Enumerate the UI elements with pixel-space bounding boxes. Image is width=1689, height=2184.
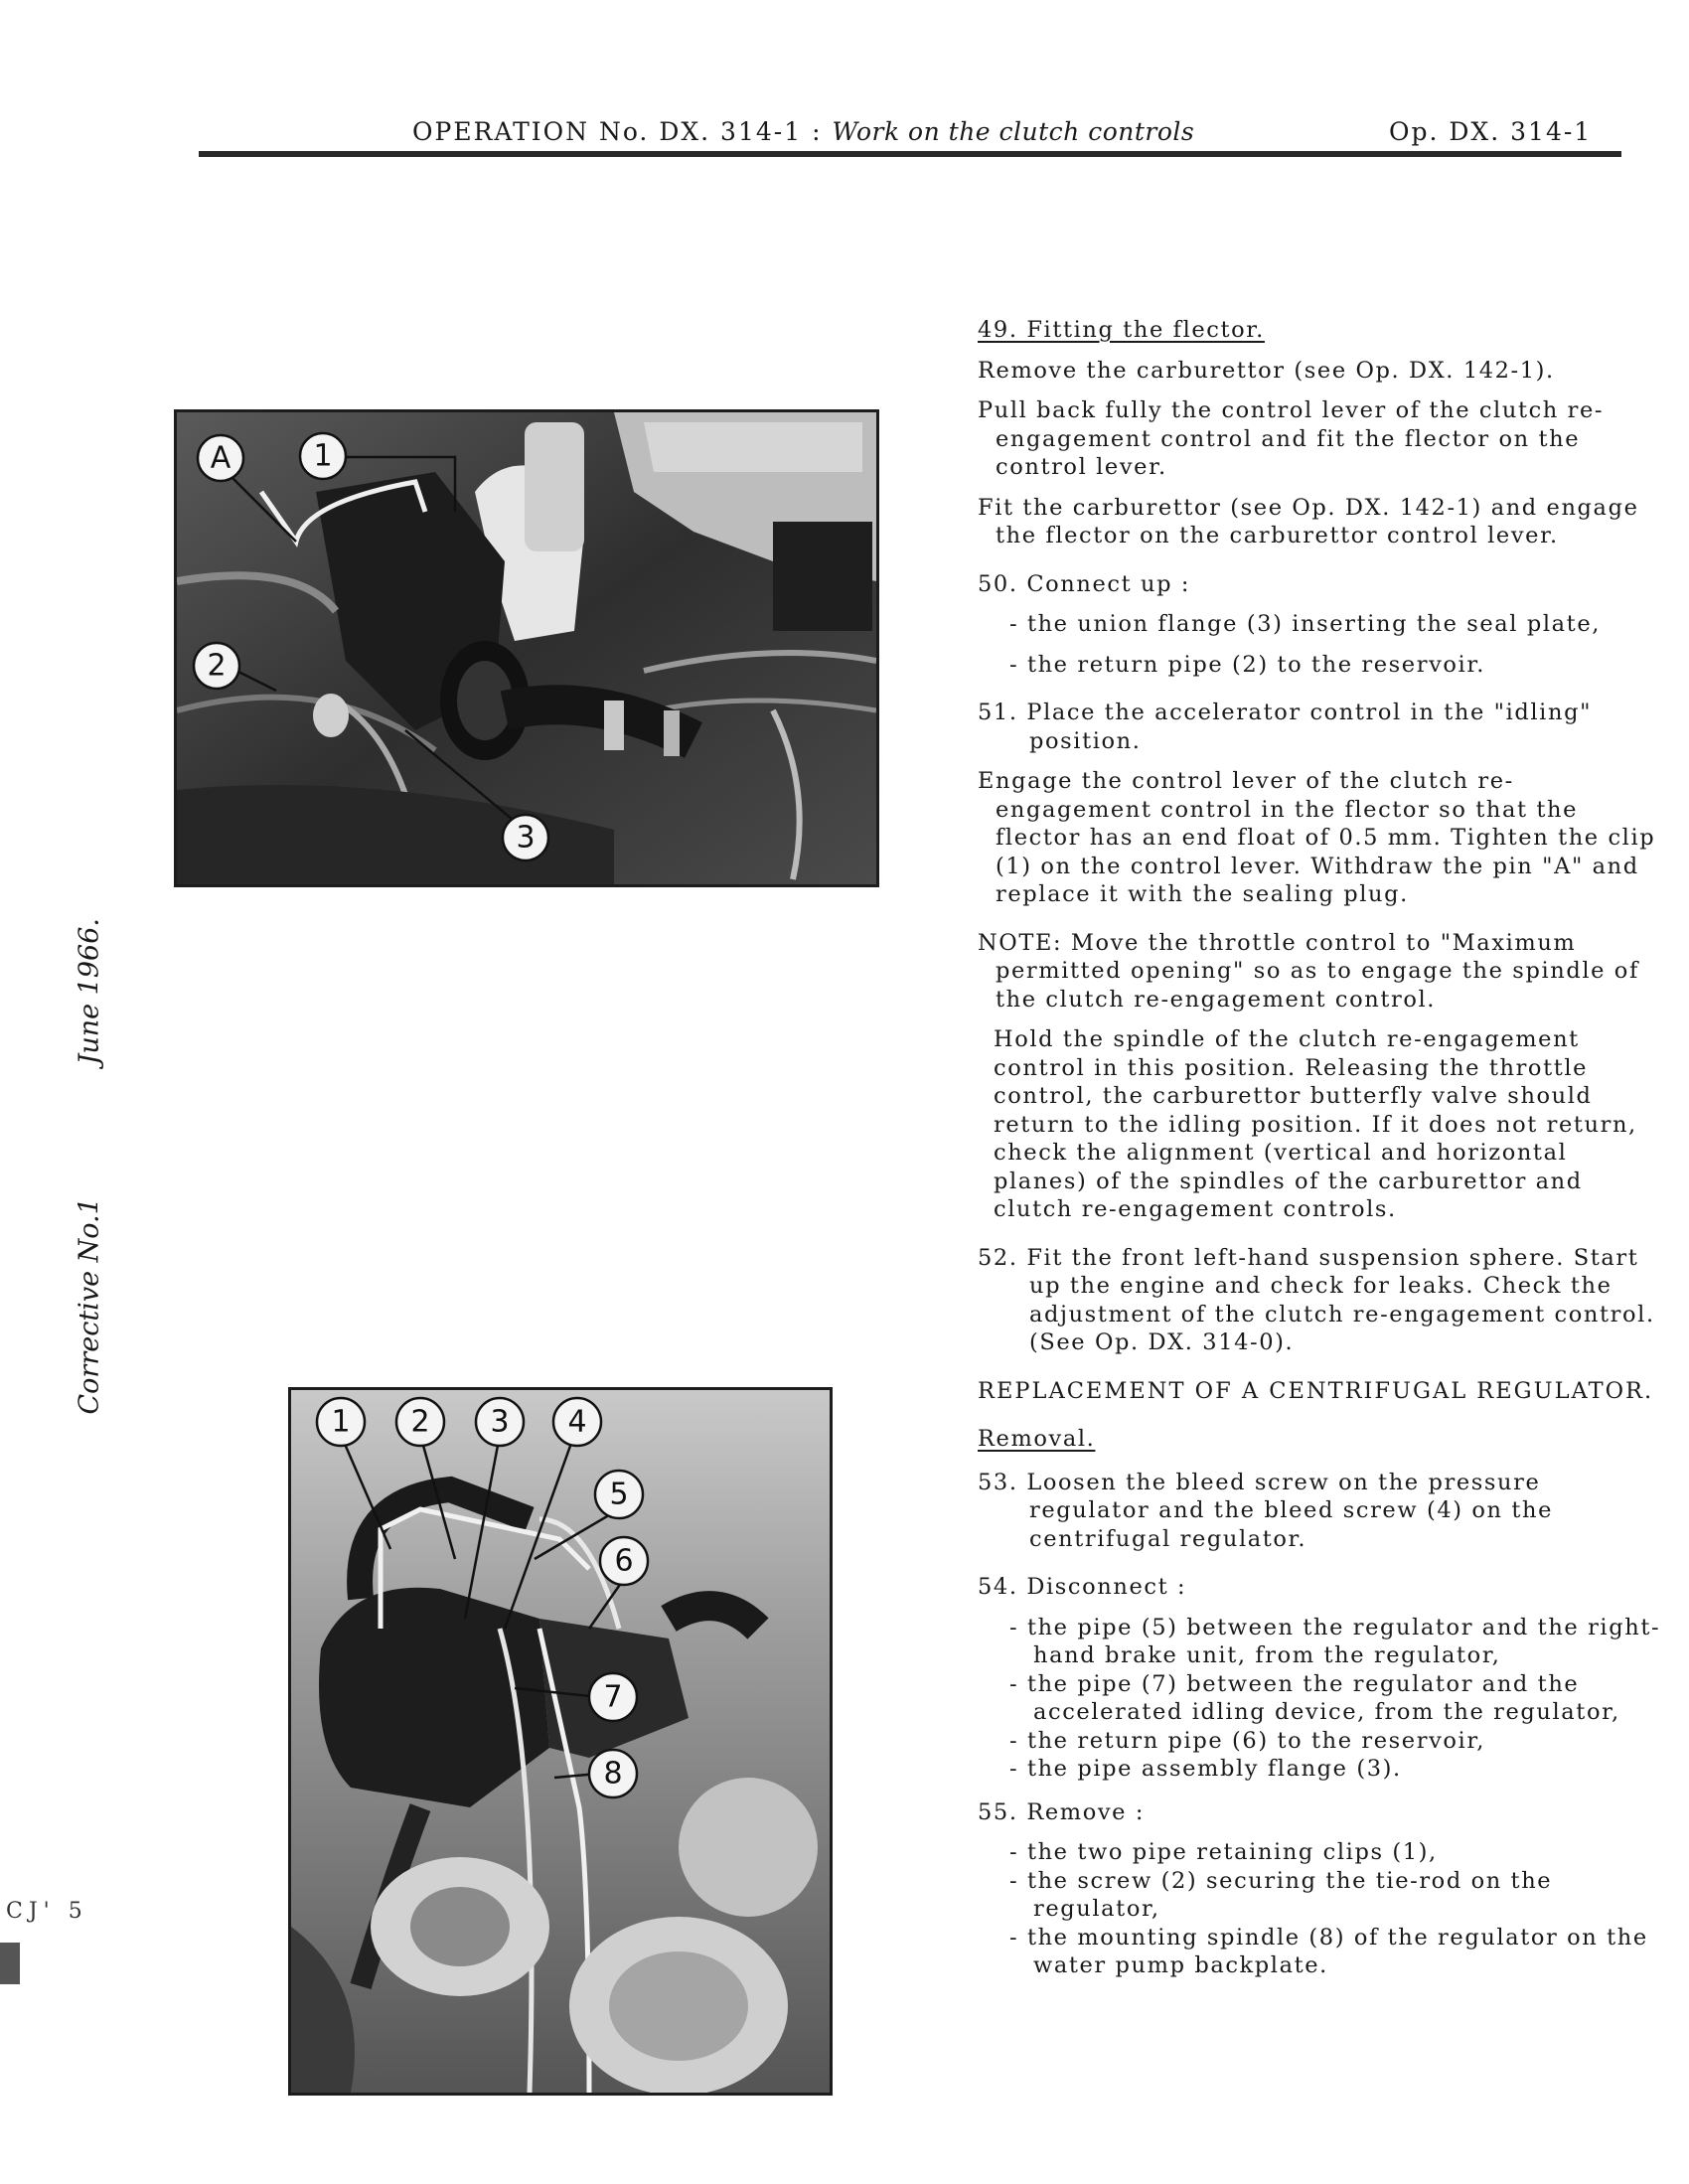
callout-3: 3 bbox=[516, 820, 536, 856]
step-52: 52. Fit the front left-hand suspension sphere. Start up the engine and check for leaks. Check the adjustment of the clutch re-engagement control. (See Op. DX. 314-0). bbox=[978, 1244, 1655, 1355]
figure-1-illustration bbox=[177, 412, 876, 884]
header-title: Work on the clutch controls bbox=[832, 117, 1195, 146]
instructions-column bbox=[978, 316, 1663, 1980]
step-50: 50. Connect up : bbox=[978, 570, 1191, 597]
removal-subheading bbox=[978, 1425, 1663, 1454]
step-49-para-2: Pull back fully the control lever of the clutch re-engagement control and fit the flector on the control lever. bbox=[978, 397, 1605, 480]
step-55-item-2: - the screw (2) securing the tie-rod on the regulator, bbox=[1009, 1867, 1553, 1922]
step-50-item-1: - the union flange (3) inserting the seal plate, bbox=[1009, 611, 1601, 637]
callout-3: 3 bbox=[490, 1404, 510, 1440]
page-edge-tab bbox=[0, 1943, 20, 1984]
figure-2-illustration bbox=[291, 1390, 830, 2093]
step-49-para-1: Remove the carburettor (see Op. DX. 142-1). bbox=[978, 357, 1555, 384]
step-54-item-1: - the pipe (5) between the regulator and the right-hand brake unit, from the regulator, bbox=[1009, 1614, 1661, 1668]
step-55-item-1: - the two pipe retaining clips (1), bbox=[1009, 1839, 1438, 1865]
note-paragraph: NOTE: Move the throttle control to "Maximum permitted opening" so as to engage the spindle of the clutch re-engagement control. bbox=[978, 929, 1639, 1013]
figure-2-regulator-photo bbox=[288, 1387, 833, 2096]
step-54-item-4: - the pipe assembly flange (3). bbox=[1009, 1756, 1402, 1782]
callout-6: 6 bbox=[614, 1543, 634, 1579]
removal-subheading-text: Removal. bbox=[978, 1426, 1096, 1452]
step-51-para: Engage the control lever of the clutch re-engagement control in the flector so that the flector has an end float of 0.5 mm. Tighten the clip (1) on the control lever. Withdraw the pin "A" and replace it with the sealing plug. bbox=[978, 768, 1656, 907]
step-55: 55. Remove : bbox=[978, 1798, 1146, 1825]
header-rule bbox=[199, 151, 1621, 157]
header-operation-number: OPERATION No. DX. 314-1 : bbox=[412, 117, 823, 146]
step-53: 53. Loosen the bleed screw on the pressure regulator and the bleed screw (4) on the centrifugal regulator. bbox=[978, 1469, 1554, 1552]
step-49-para-3: Fit the carburettor (see Op. DX. 142-1) and engage the flector on the carburettor control lever. bbox=[978, 494, 1639, 548]
callout-8: 8 bbox=[603, 1756, 623, 1792]
callout-4: 4 bbox=[567, 1404, 587, 1440]
note-continuation: Hold the spindle of the clutch re-engagement control in this position. Releasing the throttle control, the carburettor butterfly valve should return to the idling position. If it does not return, check the alignment (vertical and horizontal planes) of the spindles of the carburettor and clutch re-engagement controls. bbox=[994, 1026, 1637, 1222]
page-code: CJ' 5 bbox=[6, 1899, 88, 1924]
step-51: 51. Place the accelerator control in the "idling" position. bbox=[978, 700, 1593, 754]
step-55-item-3: - the mounting spindle (8) of the regulator on the water pump backplate. bbox=[1009, 1924, 1648, 1978]
callout-2: 2 bbox=[410, 1404, 430, 1440]
callout-1: 1 bbox=[313, 438, 333, 474]
callout-a: A bbox=[210, 440, 231, 476]
step-54-item-2: - the pipe (7) between the regulator and the accelerated idling device, from the regulator, bbox=[1009, 1670, 1620, 1725]
callout-7: 7 bbox=[603, 1679, 623, 1715]
figure-1-engine-photo bbox=[174, 409, 879, 887]
step-54: 54. Disconnect : bbox=[978, 1574, 1187, 1600]
side-corrective: Corrective No.1 bbox=[74, 1197, 105, 1415]
step-54-item-3: - the return pipe (6) to the reservoir, bbox=[1009, 1727, 1485, 1754]
header-operation bbox=[412, 117, 1194, 146]
side-date: June 1966. bbox=[74, 918, 105, 1065]
step-49-title bbox=[978, 316, 1663, 345]
section-heading: REPLACEMENT OF A CENTRIFUGAL REGULATOR. bbox=[978, 1377, 1654, 1404]
step-49-title-text: 49. Fitting the flector. bbox=[978, 317, 1265, 343]
callout-1: 1 bbox=[331, 1404, 351, 1440]
step-50-item-2: - the return pipe (2) to the reservoir. bbox=[1009, 651, 1485, 678]
callout-5: 5 bbox=[609, 1477, 629, 1512]
header-op-reference: Op. DX. 314-1 bbox=[1389, 117, 1593, 146]
callout-2: 2 bbox=[207, 648, 227, 684]
